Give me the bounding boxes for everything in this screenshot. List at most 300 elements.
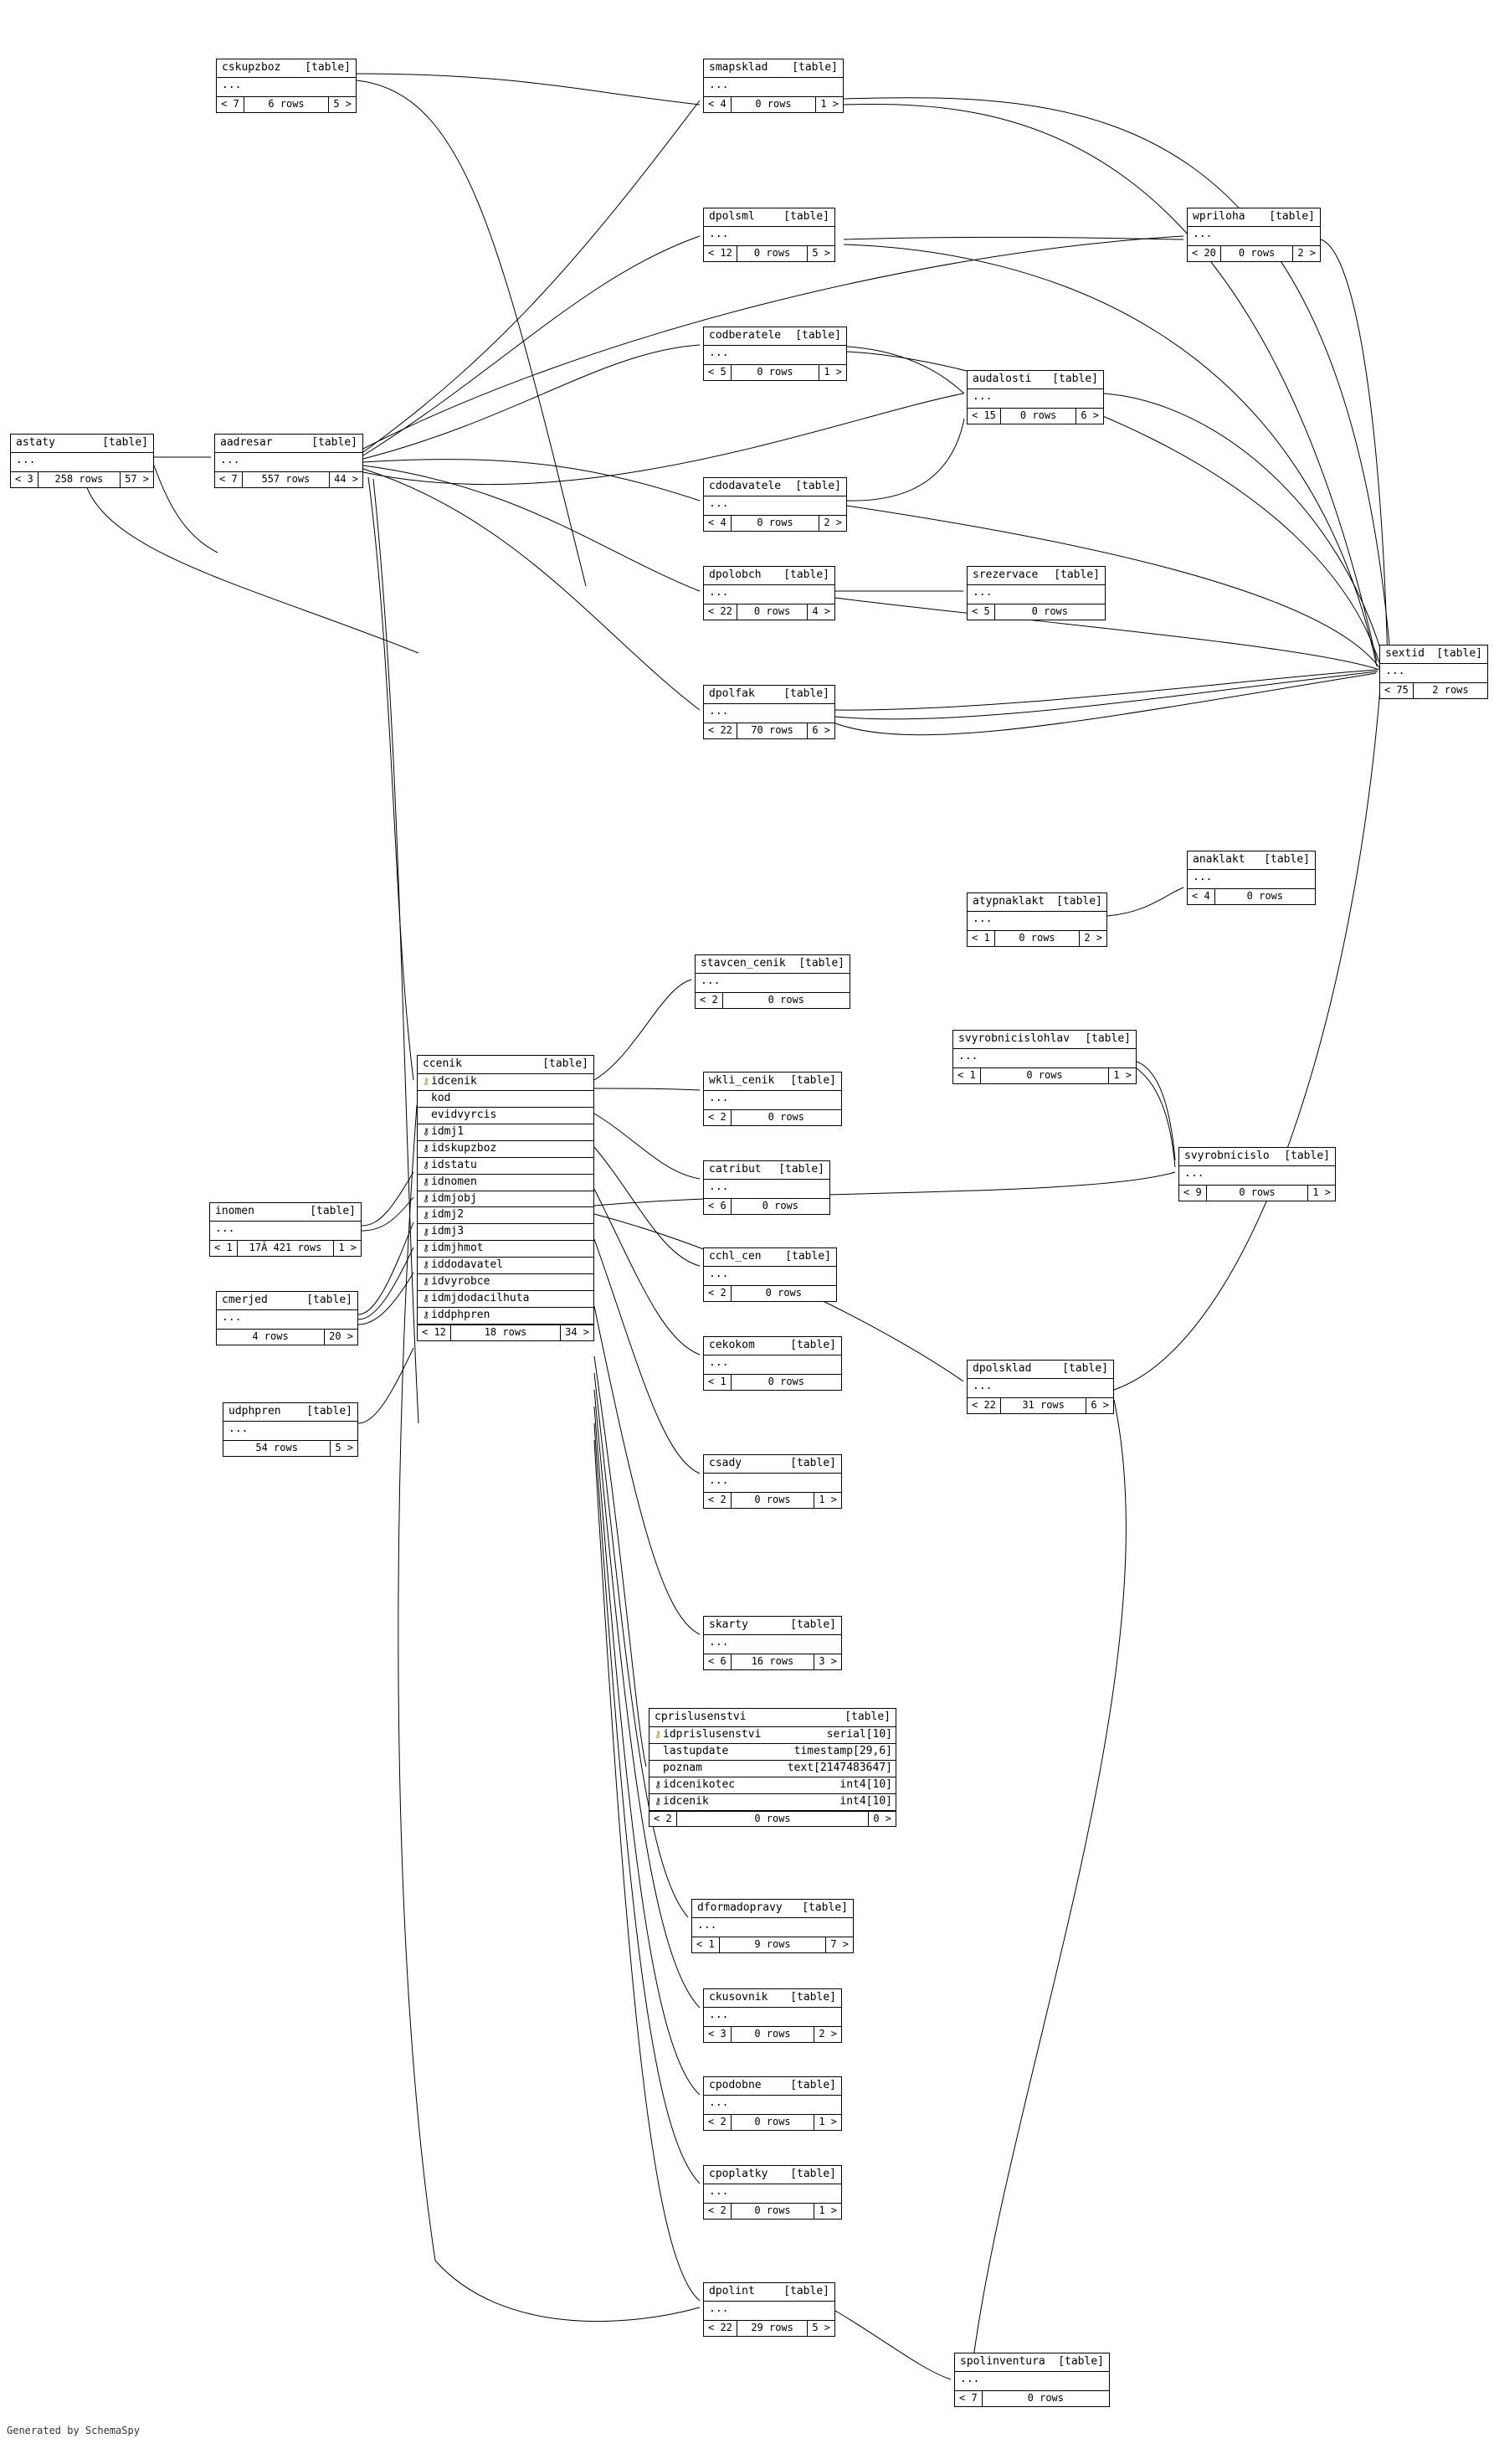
collapsed-columns-ellipsis: ... [958,1049,978,1062]
collapsed-columns-ellipsis: ... [228,1422,249,1435]
table-footer [704,1374,841,1390]
column-name: idprislusenstvi [663,1727,762,1741]
column-type: int4[10] [839,1777,892,1791]
table-header [418,1056,593,1074]
foreign-key-icon: ⚷ [422,1242,430,1254]
table-footer [692,1937,853,1952]
collapsed-columns-ellipsis: ... [709,1474,729,1487]
row-count: 9 rows [720,1937,827,1952]
table-type-tag: [table] [795,480,841,492]
collapsed-columns-ellipsis: ... [709,346,729,359]
column-type: serial[10] [826,1727,892,1741]
table-name: ckusovnik [709,1991,768,2004]
table-footer [223,1440,357,1456]
foreign-key-icon: ⚷ [422,1192,430,1204]
table-footer [1179,1185,1335,1201]
table-footer [704,604,834,620]
column-name: idmj2 [431,1208,465,1222]
parent-count: < 6 [704,1654,732,1669]
table-node-astaty[interactable] [10,434,154,488]
generator-caption: Generated by SchemaSpy [7,2425,140,2436]
table-name: stavcen_cenik [701,957,786,970]
parent-count: < 22 [968,1398,1001,1413]
table-header [704,2077,841,2096]
parent-count: < 22 [704,723,737,738]
table-node-smapsklad[interactable] [703,59,844,113]
parent-count: < 4 [704,516,732,531]
table-node-cchl_cen[interactable] [703,1247,837,1302]
child-count: 20 > [329,1330,353,1342]
table-header [704,327,846,346]
table-header [11,435,153,453]
table-type-tag: [table] [311,436,357,449]
table-name: udphpren [228,1405,281,1417]
parent-count: < 5 [704,365,732,380]
table-name: catribut [709,1163,762,1175]
collapsed-columns-ellipsis: ... [709,1355,729,1369]
column-list [418,1074,593,1325]
parent-count: < 7 [215,472,243,487]
table-node-dpolsklad[interactable] [967,1360,1114,1414]
collapsed-columns-ellipsis: ... [960,2372,980,2385]
table-node-spolinventura[interactable] [954,2353,1110,2407]
table-node-audalosti[interactable] [967,370,1104,424]
collapsed-columns-ellipsis: ... [709,2008,729,2021]
table-node-ckusovnik[interactable] [703,1988,842,2043]
table-node-cmerjed[interactable] [216,1291,358,1345]
parent-count: < 12 [418,1325,451,1340]
column-name: idstatu [431,1158,477,1171]
row-count: 0 rows [732,97,817,112]
table-header [704,1989,841,2008]
collapsed-columns-ellipsis: ... [973,912,993,925]
collapsed-columns-ellipsis: ... [222,78,242,91]
parent-count: < 22 [704,2321,737,2336]
parent-count: < 15 [968,409,1001,424]
table-footer [1188,888,1315,904]
table-type-tag: [table] [778,1163,824,1175]
column-name: idvyrobce [431,1275,490,1289]
table-header [704,1337,841,1355]
table-node-atypnaklakt[interactable] [967,892,1107,947]
child-count: 6 > [1081,409,1099,421]
parent-count: < 75 [1380,683,1414,698]
row-count: 0 rows [732,2115,815,2130]
column-name: iddphpren [431,1309,490,1322]
table-footer [418,1325,593,1340]
table-footer [1188,245,1320,261]
row-count: 0 rows [677,1812,870,1827]
row-count: 0 rows [732,1493,815,1508]
row-count: 31 rows [1001,1398,1086,1413]
foreign-key-icon: ⚷ [422,1293,430,1304]
table-header [1380,646,1487,664]
table-node-inomen[interactable] [209,1202,362,1257]
foreign-key-icon: ⚷ [422,1309,430,1321]
row-count: 16 rows [732,1654,815,1669]
child-count: 1 > [819,1493,837,1505]
column-name: idmj3 [431,1225,465,1238]
table-node-wkli_cenik[interactable] [703,1072,842,1126]
table-footer [955,2390,1109,2406]
table-header [704,567,834,585]
column-row [418,1274,593,1291]
table-footer [704,2026,841,2042]
table-node-aadresar[interactable] [214,434,363,488]
table-name: csady [709,1457,742,1469]
table-name: smapsklad [709,61,768,74]
row-count: 0 rows [1027,2391,1065,2404]
column-row [649,1777,896,1794]
collapsed-columns-ellipsis: ... [1193,227,1213,240]
table-node-dpolfak[interactable] [703,685,835,739]
table-name: audalosti [973,373,1032,385]
row-count: 0 rows [765,1286,803,1299]
parent-count: < 22 [704,604,737,620]
parent-count: < 1 [692,1937,720,1952]
row-count: 0 rows [732,516,820,531]
column-name: idskupzboz [431,1141,497,1155]
table-footer [704,1285,836,1301]
table-name: svyrobnicislo [1184,1150,1270,1162]
child-count: 1 > [1113,1068,1132,1081]
child-count: 1 > [824,365,842,378]
table-header [704,208,834,227]
parent-count: < 9 [1179,1186,1207,1201]
table-type-tag: [table] [783,687,829,700]
column-list [649,1727,896,1811]
parent-count: < 1 [210,1241,238,1256]
table-footer [704,723,834,738]
table-type-tag: [table] [1056,895,1102,908]
column-row [418,1241,593,1258]
child-count: 1 > [819,2115,837,2127]
foreign-key-icon: ⚷ [422,1142,430,1154]
table-footer [704,1654,841,1669]
table-node-cpodobne[interactable] [703,2076,842,2131]
column-name: idmjobj [431,1191,477,1205]
table-name: spolinventura [960,2355,1045,2368]
collapsed-columns-ellipsis: ... [701,974,721,987]
table-header [649,1709,896,1727]
table-node-cskupzboz[interactable] [216,59,357,113]
collapsed-columns-ellipsis: ... [973,585,993,599]
table-type-tag: [table] [790,1339,836,1351]
table-name: srezervace [973,568,1039,581]
column-type: int4[10] [839,1794,892,1808]
child-count: 5 > [812,246,830,259]
column-row [418,1124,593,1141]
table-name: astaty [16,436,55,449]
table-name: dpolint [709,2285,755,2297]
table-name: sextid [1385,647,1425,660]
child-count: 44 > [334,472,358,485]
foreign-key-icon: ⚷ [422,1159,430,1170]
row-count: 0 rows [995,931,1081,946]
column-row [649,1794,896,1810]
parent-count: < 2 [704,1286,732,1301]
table-node-dpolobch[interactable] [703,566,835,620]
table-node-wpriloha[interactable] [1187,208,1321,262]
table-header [704,59,843,78]
table-name: dpolobch [709,568,762,581]
table-footer [704,245,834,261]
table-name: cchl_cen [709,1250,762,1263]
table-footer [968,930,1106,946]
collapsed-columns-ellipsis: ... [709,227,729,240]
table-footer [968,408,1103,424]
table-name: cskupzboz [222,61,281,74]
table-type-tag: [table] [790,2168,836,2180]
primary-key-icon: ⚷ [654,1729,662,1741]
column-row [418,1141,593,1158]
foreign-key-icon: ⚷ [422,1125,430,1137]
column-name: idcenik [663,1794,709,1808]
column-name: idnomen [431,1175,477,1188]
table-node-dpolsml[interactable] [703,208,835,262]
collapsed-columns-ellipsis: ... [709,496,729,510]
table-name: cekokom [709,1339,755,1351]
row-count: 258 rows [39,472,121,487]
column-row [418,1224,593,1241]
table-node-cekokom[interactable] [703,1336,842,1391]
table-header [968,567,1105,585]
table-type-tag: [table] [790,1618,836,1631]
table-node-csady[interactable] [703,1454,842,1509]
table-name: anaklakt [1193,853,1245,866]
table-name: cprislusenstvi [655,1710,747,1723]
table-type-tag: [table] [783,568,829,581]
table-footer [217,96,356,112]
table-node-cprislusenstvi[interactable] [649,1708,896,1827]
table-node-svyrobnicislohlav[interactable] [952,1030,1137,1084]
row-count: 6 rows [244,97,330,112]
table-header [704,2166,841,2184]
row-count: 0 rows [732,2027,815,2042]
row-count: 557 rows [243,472,330,487]
table-node-sextid[interactable] [1379,645,1488,699]
parent-count: < 4 [704,97,732,112]
table-type-tag: [table] [1085,1032,1131,1045]
parent-count: < 2 [704,1110,732,1125]
table-type-tag: [table] [783,210,829,223]
table-type-tag: [table] [306,1294,352,1306]
collapsed-columns-ellipsis: ... [709,1267,729,1280]
table-node-svyrobnicislo[interactable] [1178,1147,1336,1201]
row-count: 0 rows [732,2204,815,2219]
table-footer [704,1109,841,1125]
table-node-catribut[interactable] [703,1160,830,1215]
table-type-tag: [table] [798,957,845,970]
parent-count: < 2 [696,993,723,1008]
table-node-udphpren[interactable] [223,1402,358,1457]
collapsed-columns-ellipsis: ... [973,389,993,403]
column-name: lastupdate [663,1744,729,1757]
parent-count: < 1 [953,1068,981,1083]
table-footer [696,992,850,1008]
table-node-dformadopravy[interactable] [691,1899,854,1953]
table-header [696,955,850,974]
table-name: aadresar [220,436,273,449]
row-count: 0 rows [768,1110,805,1123]
table-type-tag: [table] [783,2285,829,2297]
table-node-dpolint[interactable] [703,2282,835,2337]
child-count: 1 > [820,97,839,110]
table-type-tag: [table] [792,61,838,74]
table-header [704,1161,829,1180]
column-row [418,1291,593,1308]
table-node-skarty[interactable] [703,1616,842,1670]
table-node-ccenik[interactable] [417,1055,594,1341]
table-type-tag: [table] [1058,2355,1104,2368]
child-count: 5 > [333,97,352,110]
row-count: 0 rows [981,1068,1110,1083]
row-count: 0 rows [1001,409,1076,424]
table-type-tag: [table] [1062,1362,1108,1375]
table-header [704,1617,841,1635]
parent-count: < 20 [1188,246,1221,261]
row-count: 0 rows [737,246,808,261]
foreign-key-icon: ⚷ [422,1276,430,1288]
table-header [704,1248,836,1267]
table-name: cmerjed [222,1294,268,1306]
table-footer [704,1492,841,1508]
child-count: 6 > [1091,1398,1109,1411]
row-count: 17Ã 421 rows [238,1241,335,1256]
foreign-key-icon: ⚷ [422,1259,430,1271]
child-count: 0 > [873,1812,891,1824]
child-count: 5 > [812,2321,830,2333]
table-name: wpriloha [1193,210,1245,223]
table-header [704,478,846,496]
column-row [418,1091,593,1108]
table-header [704,1073,841,1091]
collapsed-columns-ellipsis: ... [697,1918,717,1932]
row-count: 29 rows [737,2321,808,2336]
child-count: 4 > [812,604,830,617]
column-row [418,1175,593,1191]
row-count: 0 rows [768,1375,805,1387]
child-count: 1 > [338,1241,357,1253]
table-footer [217,1329,357,1345]
foreign-key-icon: ⚷ [422,1209,430,1221]
table-type-tag: [table] [1269,210,1315,223]
table-type-tag: [table] [790,1074,836,1087]
table-name: dpolsklad [973,1362,1032,1375]
table-name: cdodavatele [709,480,782,492]
table-type-tag: [table] [790,1991,836,2004]
column-name: kod [431,1091,451,1104]
column-row [418,1158,593,1175]
table-footer [704,2114,841,2130]
collapsed-columns-ellipsis: ... [709,78,729,91]
collapsed-columns-ellipsis: ... [709,1180,729,1193]
table-header [955,2353,1109,2372]
table-name: svyrobnicislohlav [958,1032,1070,1045]
column-name: idmjdodacilhuta [431,1292,530,1305]
child-count: 2 > [1297,246,1316,259]
table-name: codberatele [709,329,782,342]
table-footer [210,1240,361,1256]
table-footer [704,1198,829,1214]
table-node-cdodavatele[interactable] [703,477,847,532]
table-name: dpolsml [709,210,755,223]
table-type-tag: [table] [1284,1150,1330,1162]
collapsed-columns-ellipsis: ... [709,704,729,718]
column-name: evidvyrcis [431,1108,497,1121]
table-name: dformadopravy [697,1901,783,1914]
child-count: 6 > [812,723,830,736]
table-name: cpoplatky [709,2168,768,2180]
column-name: idmjhmot [431,1242,484,1255]
collapsed-columns-ellipsis: ... [973,1379,993,1392]
table-node-cpoplatky[interactable] [703,2165,842,2220]
parent-count: < 3 [704,2027,732,2042]
child-count: 1 > [819,2204,837,2216]
table-header [968,371,1103,389]
table-footer [968,604,1105,620]
collapsed-columns-ellipsis: ... [1385,664,1405,677]
collapsed-columns-ellipsis: ... [16,453,36,466]
column-name: iddodavatel [431,1258,504,1272]
column-row [418,1207,593,1224]
table-footer [704,515,846,531]
row-count: 4 rows [217,1330,325,1345]
table-node-anaklakt[interactable] [1187,851,1316,905]
table-name: wkli_cenik [709,1074,775,1087]
table-header [968,893,1106,912]
column-row [649,1761,896,1777]
parent-count: < 1 [704,1375,732,1390]
child-count: 1 > [1312,1186,1331,1198]
table-node-stavcen_cenik[interactable] [695,954,850,1009]
table-header [704,2283,834,2302]
child-count: 5 > [335,1441,353,1453]
table-type-tag: [table] [795,329,841,342]
table-name: cpodobne [709,2079,762,2091]
column-name: poznam [663,1761,702,1774]
table-header [1188,851,1315,870]
parent-count: < 2 [704,1493,732,1508]
table-header [692,1900,853,1918]
table-type-tag: [table] [790,1457,836,1469]
collapsed-columns-ellipsis: ... [222,1310,242,1324]
table-footer [704,96,843,112]
collapsed-columns-ellipsis: ... [1193,870,1213,883]
collapsed-columns-ellipsis: ... [709,2096,729,2109]
table-node-srezervace[interactable] [967,566,1106,620]
foreign-key-icon: ⚷ [654,1778,662,1790]
table-header [223,1403,357,1422]
collapsed-columns-ellipsis: ... [709,2302,729,2315]
table-name: atypnaklakt [973,895,1045,908]
table-node-codberatele[interactable] [703,327,847,381]
child-count: 34 > [565,1326,589,1338]
collapsed-columns-ellipsis: ... [709,585,729,599]
table-header [704,1455,841,1474]
row-count: 2 rows [1432,683,1469,696]
table-name: inomen [215,1205,254,1217]
row-count: 0 rows [1031,604,1069,617]
table-name: ccenik [423,1057,462,1070]
child-count: 57 > [125,472,149,485]
parent-count: < 7 [217,97,244,112]
column-name: idcenik [431,1074,477,1088]
table-type-tag: [table] [785,1250,831,1263]
table-type-tag: [table] [102,436,148,449]
table-footer [968,1397,1113,1413]
row-count: 0 rows [768,993,805,1006]
